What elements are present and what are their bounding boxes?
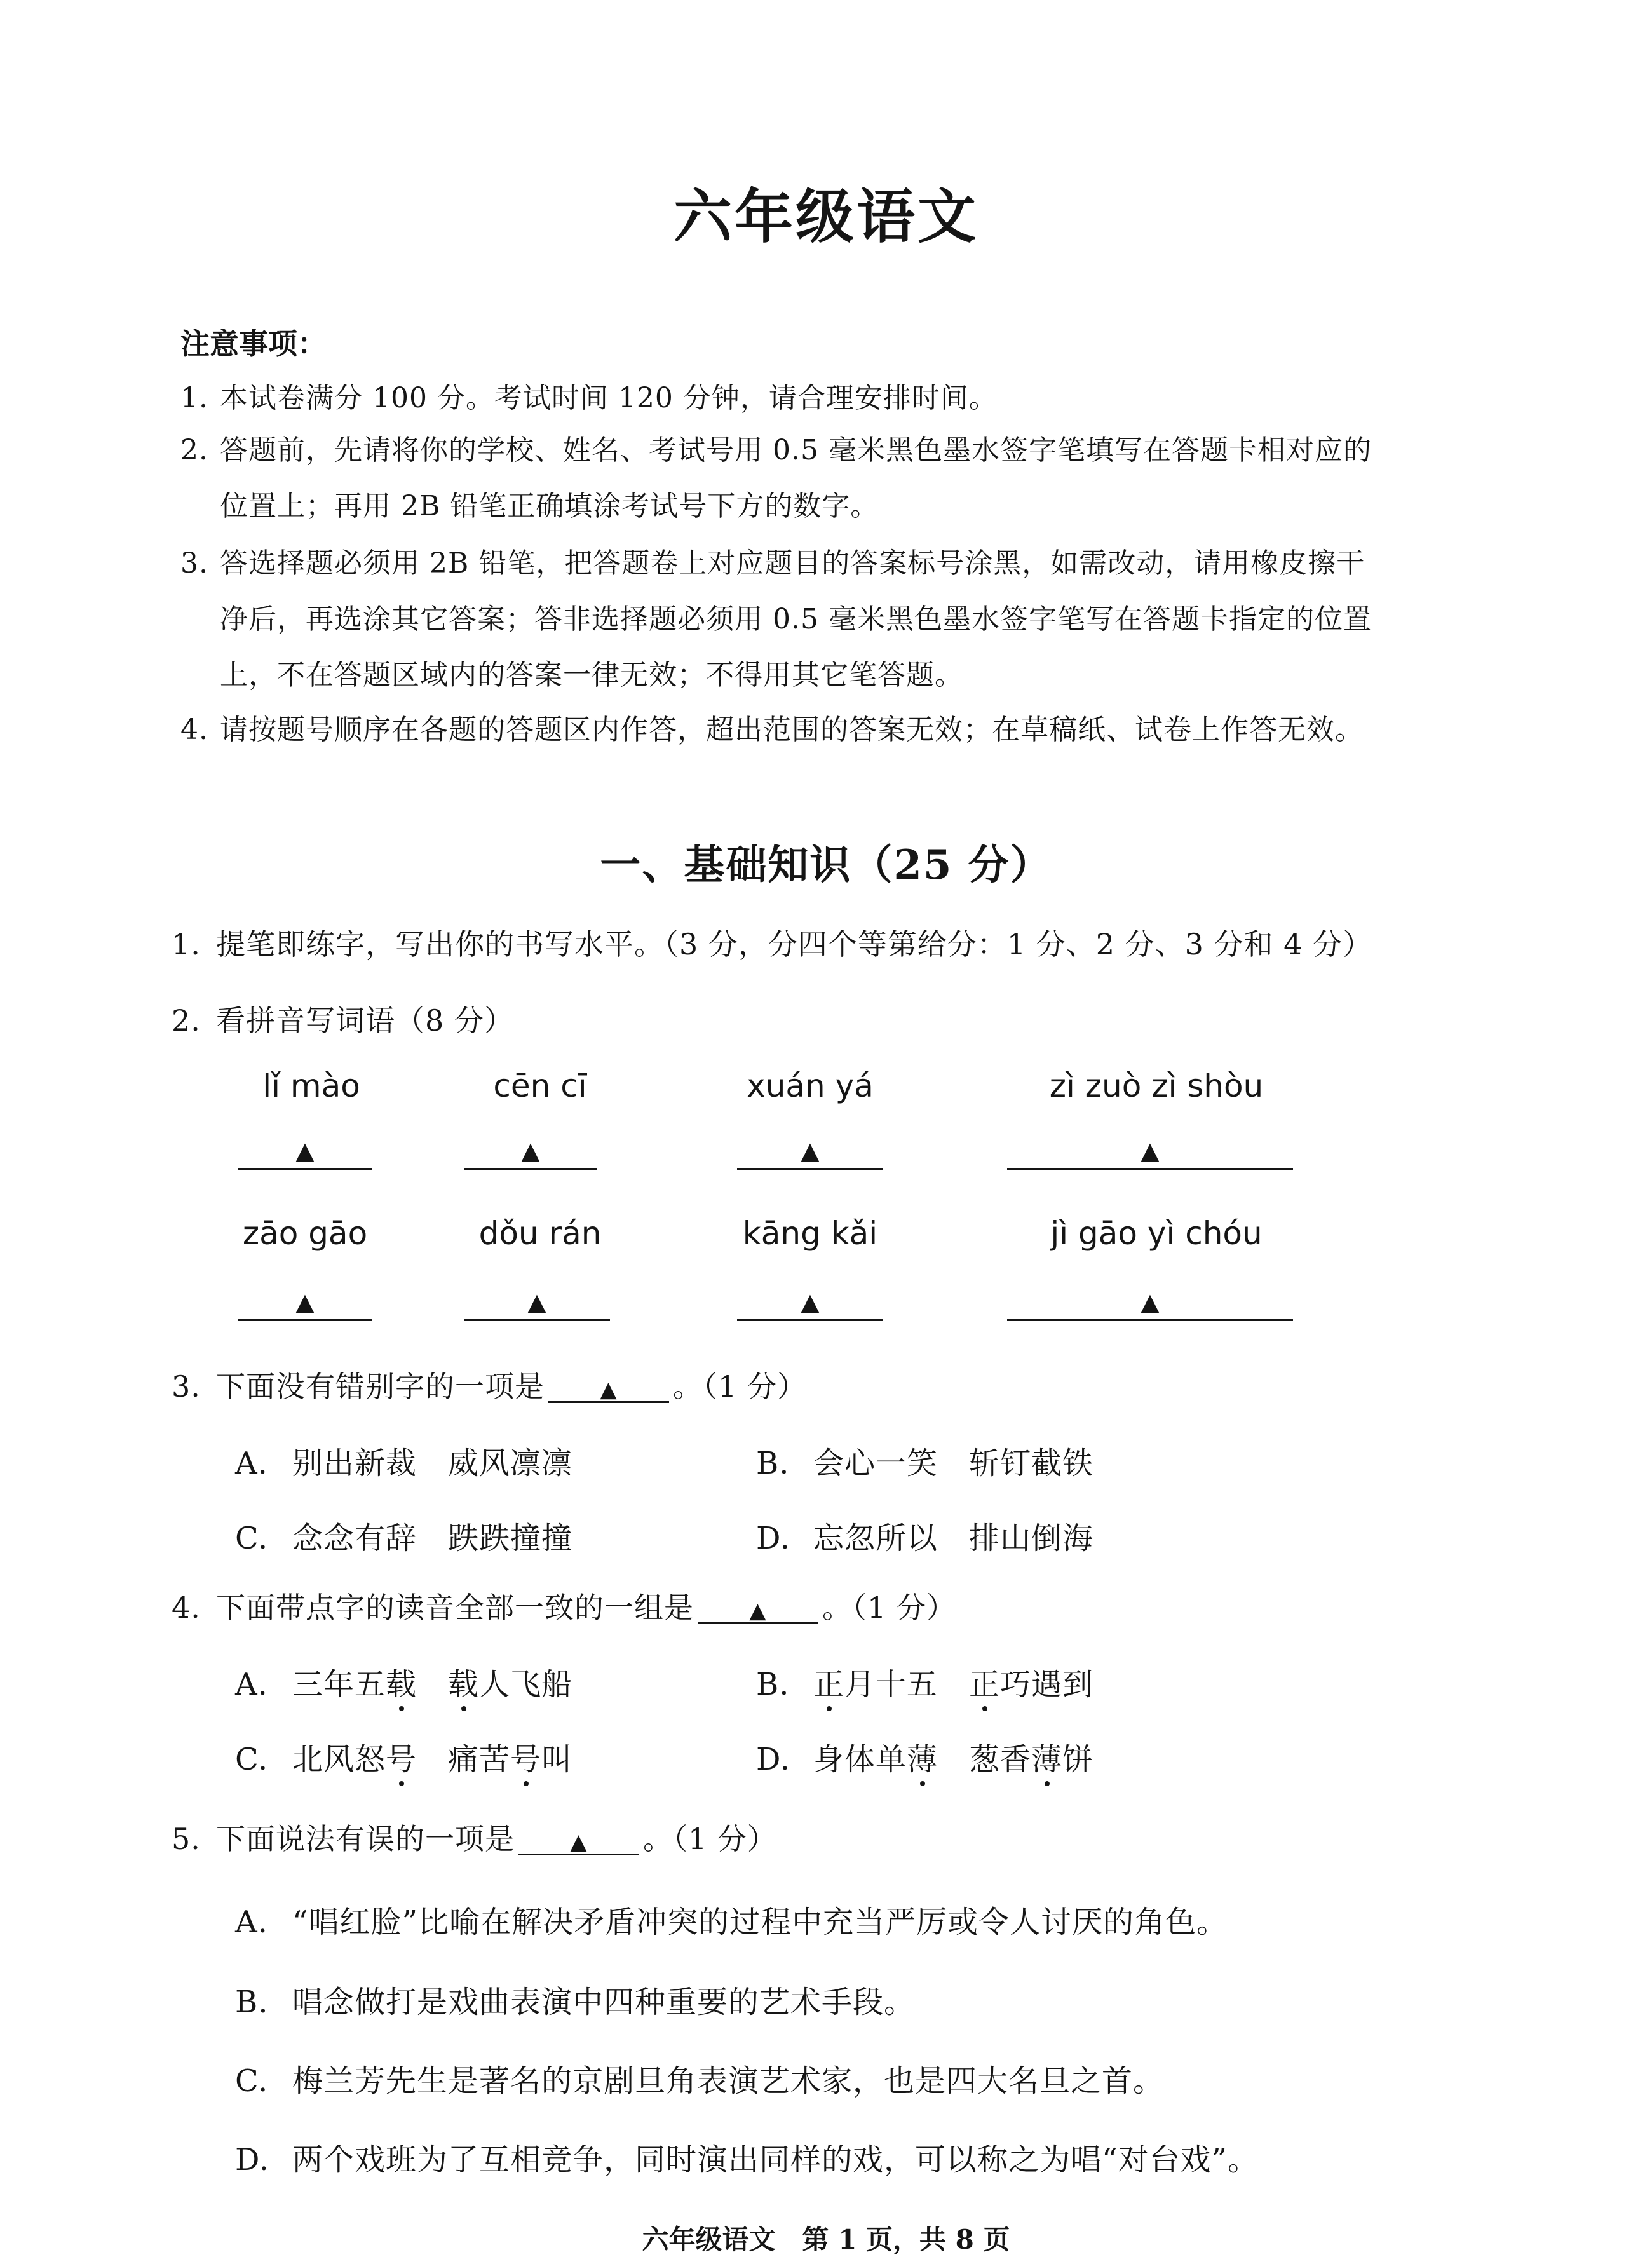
answer-line[interactable] bbox=[737, 1168, 883, 1170]
question-3: 3. 下面没有错别字的一项是 ▲ 。（1 分） bbox=[172, 1369, 807, 1404]
notice-item-2: 2. 答题前，先请将你的学校、姓名、考试号用 0.5 毫米黑色墨水签字笔填写在答题卡相对应的 bbox=[180, 434, 1372, 466]
answer-line[interactable] bbox=[464, 1319, 610, 1321]
option-d: D. 身体单薄 葱香薄饼 bbox=[756, 1742, 1094, 1777]
notice-item-4: 4. 请按题号顺序在各题的答题区内作答，超出范围的答案无效；在草稿纸、试卷上作答无效。 bbox=[180, 714, 1364, 746]
pinyin-label: dǒu rán bbox=[478, 1215, 602, 1252]
answer-marker: ▲ bbox=[295, 1137, 315, 1165]
answer-marker: ▲ bbox=[527, 1288, 546, 1316]
pinyin-label: zì zuò zì shòu bbox=[1049, 1068, 1264, 1104]
option-c: C. 念念有辞 跌跌撞撞 bbox=[235, 1521, 573, 1556]
pinyin-label: kāng kǎi bbox=[742, 1215, 878, 1252]
answer-marker: ▲ bbox=[295, 1288, 315, 1316]
option-b: B. 唱念做打是戏曲表演中四种重要的艺术手段。 bbox=[235, 1984, 916, 2020]
pinyin-label: zāo gāo bbox=[242, 1215, 368, 1252]
option-b: B. 会心一笑 斩钉截铁 bbox=[756, 1446, 1094, 1481]
section-heading: 一、基础知识（25 分） bbox=[600, 841, 1052, 889]
option-c: C. 梅兰芳先生是著名的京剧旦角表演艺术家，也是四大名旦之首。 bbox=[235, 2063, 1165, 2099]
option-c: C. 北风怒号 痛苦号叫 bbox=[235, 1742, 573, 1777]
pinyin-label: jì gāo yì chóu bbox=[1050, 1215, 1263, 1252]
option-a: A. “唱红脸”比喻在解决矛盾冲突的过程中充当严厉或令人讨厌的角色。 bbox=[235, 1904, 1228, 1940]
answer-line[interactable] bbox=[238, 1168, 372, 1170]
answer-line[interactable] bbox=[737, 1319, 883, 1321]
option-d: D. 忘忽所以 排山倒海 bbox=[756, 1521, 1094, 1556]
page-footer: 六年级语文 第 1 页，共 8 页 bbox=[642, 2224, 1010, 2255]
pinyin-label: cēn cī bbox=[493, 1068, 587, 1104]
notice-item-3: 3. 答选择题必须用 2B 铅笔，把答题卷上对应题目的答案标号涂黑，如需改动，请用橡皮擦干 bbox=[180, 547, 1365, 580]
notice-item-1: 1. 本试卷满分 100 分。考试时间 120 分钟，请合理安排时间。 bbox=[180, 382, 998, 414]
answer-marker: ▲ bbox=[521, 1137, 540, 1165]
pinyin-label: xuán yá bbox=[747, 1068, 874, 1104]
option-b: B. 正月十五 正巧遇到 bbox=[756, 1667, 1094, 1702]
pinyin-label: lǐ mào bbox=[262, 1068, 360, 1104]
answer-marker: ▲ bbox=[1141, 1288, 1160, 1316]
answer-line[interactable] bbox=[1007, 1319, 1293, 1321]
answer-blank[interactable]: ▲ bbox=[518, 1824, 639, 1855]
notice-heading: 注意事项： bbox=[180, 327, 327, 361]
answer-line[interactable] bbox=[238, 1319, 372, 1321]
question-1: 1. 提笔即练字，写出你的书写水平。（3 分，分四个等第给分：1 分、2 分、3 分和 4 分） bbox=[172, 927, 1373, 961]
notice-item-3-line-2: 净后，再选涂其它答案；答非选择题必须用 0.5 毫米黑色墨水签字笔写在答题卡指定的位置 bbox=[220, 603, 1372, 635]
answer-blank[interactable]: ▲ bbox=[698, 1593, 818, 1624]
question-5: 5. 下面说法有误的一项是 ▲ 。（1 分） bbox=[172, 1822, 777, 1856]
question-2: 2. 看拼音写词语（8 分） bbox=[172, 1003, 514, 1038]
answer-blank[interactable]: ▲ bbox=[548, 1372, 669, 1403]
answer-line[interactable] bbox=[1007, 1168, 1293, 1170]
answer-marker: ▲ bbox=[1141, 1137, 1160, 1165]
notice-item-2-line-2: 位置上；再用 2B 铅笔正确填涂考试号下方的数字。 bbox=[220, 490, 879, 522]
answer-marker: ▲ bbox=[801, 1137, 820, 1165]
notice-item-3-line-3: 上，不在答题区域内的答案一律无效；不得用其它笔答题。 bbox=[220, 659, 963, 691]
option-a: A. 别出新裁 威风凛凛 bbox=[235, 1446, 573, 1481]
question-4: 4. 下面带点字的读音全部一致的一组是 ▲ 。（1 分） bbox=[172, 1590, 956, 1625]
option-d: D. 两个戏班为了互相竞争，同时演出同样的戏，可以称之为唱“对台戏”。 bbox=[235, 2142, 1259, 2178]
answer-marker: ▲ bbox=[801, 1288, 820, 1316]
option-a: A. 三年五载 载人飞船 bbox=[235, 1667, 573, 1702]
answer-line[interactable] bbox=[464, 1168, 597, 1170]
page-title: 六年级语文 bbox=[673, 182, 978, 251]
